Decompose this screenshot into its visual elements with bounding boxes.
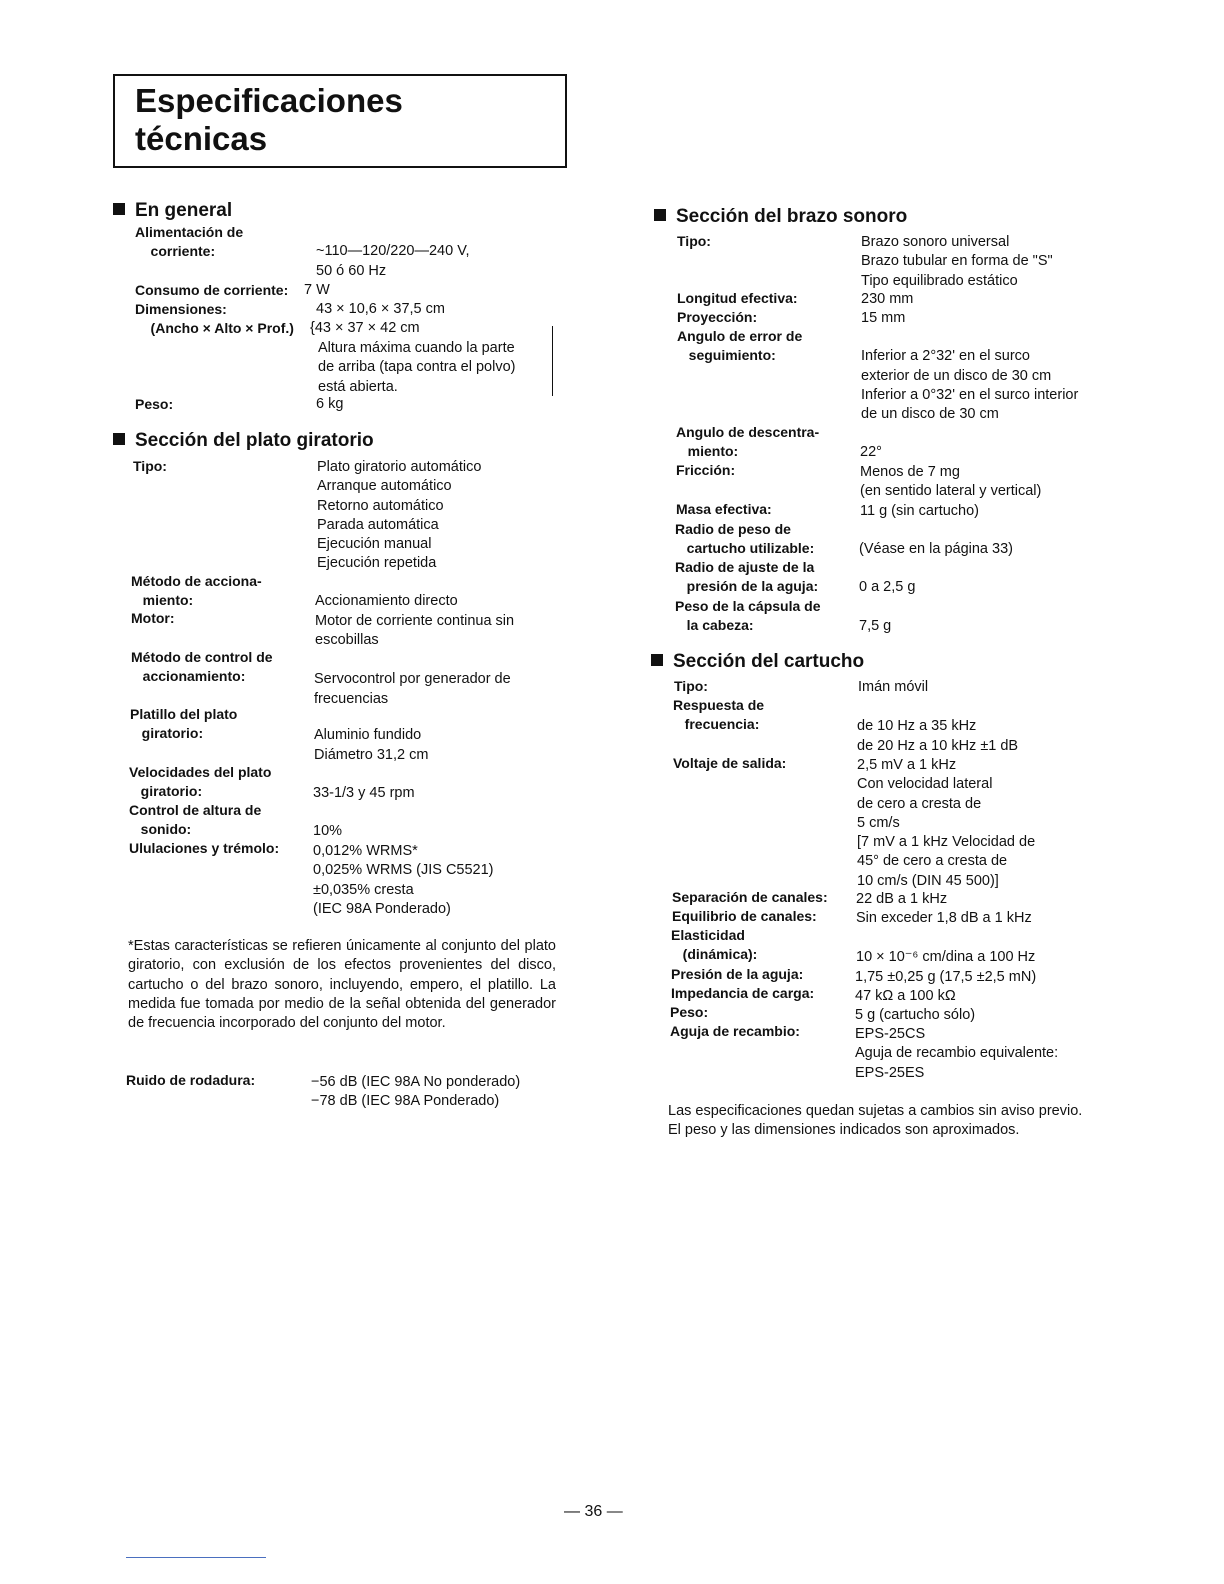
- spec-value: 7,5 g: [859, 618, 892, 635]
- square-bullet-icon: [651, 654, 663, 666]
- spec-label: Proyección:: [677, 309, 758, 325]
- spec-label: Radio de peso de cartucho utilizable:: [675, 521, 815, 557]
- spec-value: 6 kg: [316, 396, 344, 412]
- spec-label: Tipo:: [133, 458, 167, 474]
- section-turntable-heading: Sección del plato giratorio: [113, 430, 374, 452]
- spec-value: Servocontrol por generador de frecuencias: [314, 671, 511, 707]
- spec-value: Menos de 7 mg (en sentido lateral y vertical): [860, 464, 1042, 500]
- spec-value: Accionamiento directo: [315, 593, 458, 610]
- spec-value: Aluminio fundido Diámetro 31,2 cm: [314, 727, 429, 763]
- spec-value: 33-1/3 y 45 rpm: [313, 785, 415, 802]
- square-bullet-icon: [654, 209, 666, 221]
- spec-label: Ululaciones y trémolo:: [129, 840, 280, 856]
- spec-value: Motor de corriente continua sin escobillas: [315, 613, 515, 649]
- spec-label: Angulo de error de seguimiento:: [677, 328, 803, 364]
- spec-label: Tipo:: [674, 678, 708, 694]
- spec-value: Sin exceder 1,8 dB a 1 kHz: [856, 910, 1032, 926]
- spec-value: Imán móvil: [858, 679, 929, 695]
- page-title: Especificaciones técnicas: [135, 82, 403, 157]
- footer-notes: Las especificaciones quedan sujetas a cambios sin aviso previo. El peso y las dimensiones indicados son aproximados.: [668, 1103, 1083, 1139]
- spec-value: Brazo sonoro universal Brazo tubular en forma de "S" Tipo equilibrado estático: [861, 234, 1053, 289]
- section-tonearm-heading: Sección del brazo sonoro: [654, 206, 907, 228]
- spec-value: 2,5 mV a 1 kHz Con velocidad lateral de cero a cresta de 5 cm/s [7 mV a 1 kHz Velocidad de 45° de cero a cresta de 10 cm/s (DIN 45 500)]: [857, 757, 1036, 889]
- spec-value: Altura máxima cuando la parte de arriba (tapa contra el polvo) está abierta.: [318, 340, 516, 395]
- spec-label: Tipo:: [677, 233, 711, 249]
- spec-label: Angulo de descentra- miento:: [676, 424, 820, 460]
- spec-value: ~110—120/220—240 V, 50 ó 60 Hz: [316, 243, 470, 279]
- spec-label: Motor:: [131, 610, 175, 626]
- spec-label: Peso:: [670, 1004, 709, 1020]
- section-cartridge-heading: Sección del cartucho: [651, 651, 864, 673]
- spec-label: Peso:: [135, 396, 174, 412]
- spec-value: 1,75 ±0,25 g (17,5 ±2,5 mN): [855, 969, 1037, 985]
- spec-label: Ruido de rodadura:: [126, 1072, 256, 1088]
- square-bullet-icon: [113, 203, 125, 215]
- spec-value: 22°: [860, 444, 882, 461]
- spec-value: EPS-25CS Aguja de recambio equivalente: EPS-25ES: [855, 1026, 1059, 1081]
- spec-value: Plato giratorio automático Arranque automático Retorno automático Parada automática Ejecución manual Ejecución repetida: [317, 459, 482, 572]
- spec-value: 7 W: [304, 282, 330, 298]
- spec-label: Elasticidad (dinámica):: [671, 927, 758, 963]
- spec-label: Respuesta de frecuencia:: [673, 697, 765, 733]
- spec-value: 15 mm: [861, 310, 906, 326]
- spec-value: 10 × 10⁻⁶ cm/dina a 100 Hz: [856, 949, 1036, 966]
- spec-label: (Ancho × Alto × Prof.): [135, 320, 294, 336]
- spec-label: Control de altura de sonido:: [129, 802, 262, 838]
- spec-value: Inferior a 2°32' en el surco exterior de un disco de 30 cm Inferior a 0°32' en el surco interior de un disco de 30 cm: [861, 348, 1079, 423]
- spec-value: {43 × 37 × 42 cm: [310, 320, 420, 336]
- spec-label: Dimensiones:: [135, 301, 227, 317]
- section-general-heading: En general: [113, 200, 232, 222]
- page-number: — 36 —: [564, 1503, 623, 1520]
- spec-label: Separación de canales:: [672, 889, 828, 905]
- spec-label: Masa efectiva:: [676, 501, 772, 517]
- spec-label: Fricción:: [676, 462, 736, 478]
- spec-value: −56 dB (IEC 98A No ponderado) −78 dB (IEC 98A Ponderado): [311, 1074, 521, 1110]
- spec-label: Método de acciona- miento:: [131, 573, 262, 609]
- spec-label: Impedancia de carga:: [671, 985, 815, 1001]
- spec-label: Platillo del plato giratorio:: [130, 706, 238, 742]
- spec-value: 230 mm: [861, 291, 914, 307]
- spec-label: Método de control de accionamiento:: [131, 649, 273, 685]
- spec-label: Radio de ajuste de la presión de la aguja:: [675, 559, 819, 595]
- spec-label: Velocidades del plato giratorio:: [129, 764, 272, 800]
- square-bullet-icon: [113, 433, 125, 445]
- footnote: *Estas características se refieren únicamente al conjunto del plato giratorio, con exclusión de los efectos provenientes del disco, cartucho o del brazo sonoro, incluyendo, empero, el platillo. La medida fue tomada por medio de la señal obtenida del generador de frecuencia incorporado del conjunto del motor.: [128, 938, 556, 1032]
- spec-value: 0,012% WRMS* 0,025% WRMS (JIS C5521) ±0,035% cresta (IEC 98A Ponderado): [313, 843, 494, 917]
- spec-label: Voltaje de salida:: [673, 755, 787, 771]
- spec-value: 22 dB a 1 kHz: [856, 891, 948, 907]
- spec-label: Presión de la aguja:: [671, 966, 804, 982]
- spec-value: 10%: [313, 823, 343, 840]
- spec-value: 0 a 2,5 g: [859, 579, 916, 596]
- spec-value: 47 kΩ a 100 kΩ: [855, 988, 956, 1004]
- spec-label: Peso de la cápsula de la cabeza:: [675, 598, 821, 634]
- spec-value: 11 g (sin cartucho): [860, 503, 980, 519]
- title-box: [113, 74, 567, 168]
- spec-value: (Véase en la página 33): [859, 541, 1013, 558]
- spec-value: 43 × 10,6 × 37,5 cm: [316, 301, 445, 317]
- spec-label: Consumo de corriente:: [135, 282, 289, 298]
- spec-label: Longitud efectiva:: [677, 290, 798, 306]
- spec-label: Aguja de recambio:: [670, 1023, 800, 1039]
- spec-label: Alimentación de corriente:: [135, 224, 244, 260]
- spec-value: de 10 Hz a 35 kHz de 20 Hz a 10 kHz ±1 dB: [857, 718, 1019, 754]
- spec-value: 5 g (cartucho sólo): [855, 1007, 976, 1023]
- spec-label: Equilibrio de canales:: [672, 908, 817, 924]
- brace-bracket: [312, 326, 553, 396]
- bottom-rule: [126, 1557, 266, 1558]
